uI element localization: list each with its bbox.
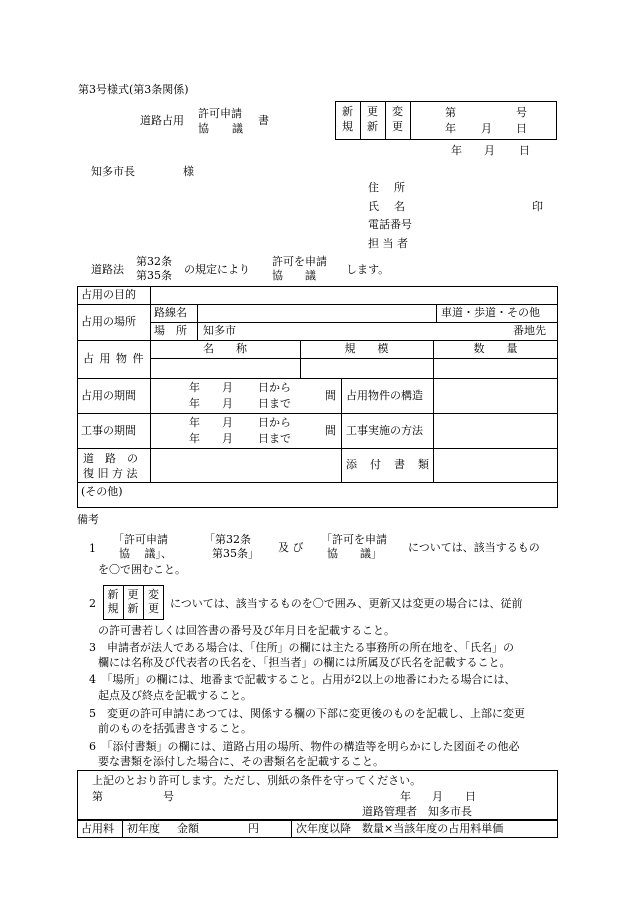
fee-first-year: 初年度	[127, 822, 160, 836]
date-year: 年	[451, 144, 462, 157]
fee-amount-label: 金額	[177, 822, 199, 836]
number-go: 号	[516, 106, 527, 119]
number-day: 日	[516, 122, 527, 135]
route-name-label: 路線名	[154, 306, 187, 320]
type-renew-box: 更 新	[367, 105, 378, 133]
fee-yen: 円	[248, 822, 259, 836]
fee-label: 占用料	[81, 822, 114, 836]
note-3-line-2: 欄には名称及び代表者の氏名を、「担当者」の欄には所属及び氏名を記載すること。	[98, 656, 511, 669]
applicant-phone-label: 電話番号	[368, 218, 412, 231]
works-from-year: 年	[189, 416, 200, 429]
works-to-day: 日まで	[258, 432, 291, 445]
type-change-box: 変 更	[392, 105, 403, 133]
seal-mark: 印	[532, 200, 543, 213]
applicant-address-label: 住 所	[368, 181, 407, 194]
applicant-person-label: 担 当 者	[368, 237, 408, 250]
restore-label: 道 路 の 復 旧 方 法	[83, 452, 138, 480]
note-3-line-1: 3 申請者が法人である場合は、「住所」の欄には主たる事務所の所在地を、「氏名」の	[89, 641, 514, 654]
title-suffix: 書	[258, 114, 269, 127]
approval-dai: 第	[92, 790, 103, 803]
note-6-line-1: 6 「添付書類」の欄には、道路占用の場所、物件の構造等を明らかにした図面その他必	[89, 740, 520, 753]
place-label: 場 所	[154, 324, 187, 338]
note-1-term-3: 「許可を申請 協 議」	[321, 533, 387, 560]
period-label: 占用の期間	[81, 388, 136, 402]
approval-day: 日	[465, 790, 476, 803]
note-2-new: 新 規	[107, 588, 119, 615]
structure-label: 占用物件の構造	[346, 388, 423, 402]
period-from-day: 日から	[258, 381, 291, 394]
note-2-renew: 更 新	[127, 588, 139, 615]
approval-year: 年	[400, 790, 411, 803]
notes-heading: 備考	[77, 513, 99, 526]
type-new-box: 新 規	[342, 105, 353, 133]
location-label: 占用の場所	[81, 315, 136, 329]
note-2-change: 変 更	[148, 588, 159, 615]
approval-manager: 道路管理者 知多市長	[362, 805, 472, 818]
works-period-label: 工事の期間	[81, 423, 136, 437]
works-to-month: 月	[222, 432, 233, 445]
intro-art-35: 第35条	[136, 269, 172, 282]
title-type-permit: 許可申請	[198, 107, 242, 120]
note-5-line-2: 前のものを括弧書きすること。	[98, 722, 252, 735]
applicant-name-label: 氏 名	[368, 200, 407, 213]
intro-mid: の規定により	[184, 263, 250, 276]
note-4-line-1: 4 「場所」の欄には、地番まで記載すること。占用が2以上の地番にわたる場合には、	[89, 673, 516, 686]
method-label: 工事実施の方法	[346, 423, 423, 437]
works-between: 間	[325, 423, 336, 437]
note-2-number: 2	[89, 597, 96, 610]
intro-act-consult: 協 議	[272, 269, 316, 282]
col-scale-header: 規 模	[344, 342, 389, 356]
city-prefill: 知多市	[203, 324, 236, 338]
note-2-line-2: の許可書若しくは回答書の番号及び年月日を記載すること。	[98, 624, 395, 637]
period-to-month: 月	[222, 397, 233, 410]
note-4-line-2: 起点及び終点を記載すること。	[98, 689, 252, 702]
note-1-line-2: を〇で囲むこと。	[98, 563, 186, 576]
fee-later-years: 次年度以降 数量×当該年度の占用料単価	[296, 822, 504, 836]
date-day: 日	[519, 144, 530, 157]
other-label: (その他)	[81, 485, 123, 498]
note-1-term-1: 「許可申請 協 議」、	[113, 533, 172, 560]
road-type-options: 車道・歩道・その他	[441, 306, 540, 320]
note-1-tail: については、該当するもの	[408, 541, 540, 554]
date-month: 月	[484, 144, 495, 157]
purpose-label: 占用の目的	[81, 288, 136, 302]
objects-label: 占 用 物 件	[83, 352, 145, 366]
note-5-line-1: 5 変更の許可申請にあつては、関係する欄の下部に変更後のものを記載し、上部に変更	[89, 707, 525, 720]
note-1-term-2: 「第32条 第35条」	[204, 533, 259, 560]
intro-act-permit: 許可を申請	[272, 255, 327, 268]
works-from-day: 日から	[258, 416, 291, 429]
note-2-text: については、該当するものを〇で囲み、更新又は変更の場合には、従前	[170, 597, 523, 610]
title-prefix: 道路占用	[140, 114, 184, 127]
col-qty-header: 数 量	[473, 342, 518, 356]
period-from-month: 月	[222, 381, 233, 394]
approval-month: 月	[432, 790, 443, 803]
approval-text: 上記のとおり許可します。ただし、別紙の条件を守ってください。	[92, 774, 422, 787]
intro-actions	[272, 255, 327, 283]
number-month: 月	[481, 122, 492, 135]
works-to-year: 年	[189, 432, 200, 445]
approval-go: 号	[163, 790, 174, 803]
intro-law: 道路法	[91, 263, 124, 276]
col-name-header: 名 称	[203, 342, 247, 356]
period-from-year: 年	[189, 381, 200, 394]
period-between: 間	[325, 388, 336, 402]
intro-articles	[136, 255, 172, 283]
number-dai: 第	[445, 106, 456, 119]
period-to-year: 年	[189, 397, 200, 410]
intro-end: します。	[346, 263, 390, 276]
title-type	[198, 106, 249, 136]
note-6-line-2: 要な書類を添付した場合に、その書類名を記載すること。	[98, 755, 384, 768]
works-from-month: 月	[222, 416, 233, 429]
form-number: 第3号様式(第3条関係)	[78, 83, 189, 96]
note-1-and: 及 び	[278, 541, 304, 554]
title-type-consult: 協 議	[198, 122, 249, 135]
number-year: 年	[445, 122, 456, 135]
note-1-number: 1	[89, 542, 96, 555]
intro-art-32: 第32条	[136, 255, 172, 268]
attachments-label: 添 付 書 類	[346, 458, 430, 472]
period-to-day: 日まで	[258, 397, 291, 410]
addressee-honorific: 様	[183, 165, 194, 178]
addressee-name: 知多市長	[91, 165, 135, 178]
lot-suffix: 番地先	[513, 324, 546, 338]
